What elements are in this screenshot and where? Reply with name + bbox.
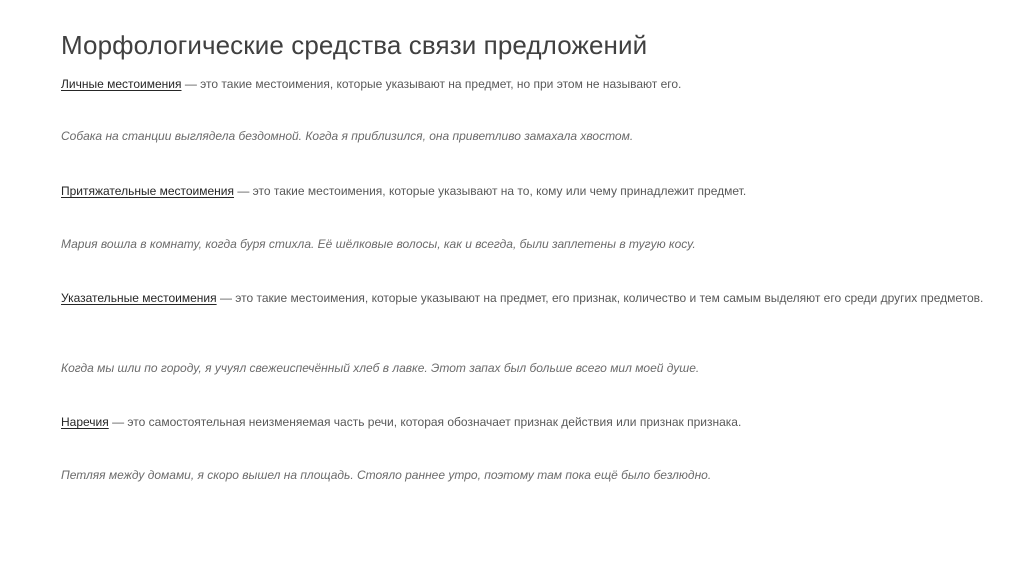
definition-text: — это такие местоимения, которые указывают на то, кому или чему принадлежит предмет. — [234, 184, 747, 198]
definition-adverbs — [61, 414, 991, 430]
example-adverbs: Петляя между домами, я скоро вышел на площадь. Стояло раннее утро, поэтому там пока ещё было безлюдно. — [61, 468, 712, 482]
term-demonstrative-pronouns: Указательные местоимения — [61, 291, 217, 305]
definition-text: — это самостоятельная неизменяемая часть речи, которая обозначает признак действия или признак признака. — [108, 415, 742, 429]
definition-text: — это такие местоимения, которые указывают на предмет, но при этом не называют его. — [181, 77, 682, 91]
term-personal-pronouns: Личные местоимения — [61, 77, 182, 91]
term-adverbs: Наречия — [61, 415, 109, 429]
term-possessive-pronouns: Притяжательные местоимения — [61, 184, 234, 198]
example-personal-pronouns: Собака на станции выглядела бездомной. Когда я приблизился, она приветливо замахала хвостом. — [61, 129, 634, 143]
definition-personal-pronouns — [61, 76, 991, 92]
example-possessive-pronouns: Мария вошла в комнату, когда буря стихла. Её шёлковые волосы, как и всегда, были заплетены в тугую косу. — [61, 237, 696, 251]
definition-text: — это такие местоимения, которые указывают на предмет, его признак, количество и тем самым выделяют его среди других предметов. — [216, 291, 984, 305]
definition-demonstrative-pronouns — [61, 290, 991, 306]
slide-title: Морфологические средства связи предложений — [61, 30, 648, 60]
example-demonstrative-pronouns: Когда мы шли по городу, я учуял свежеиспечённый хлеб в лавке. Этот запах был больше всего мил моей душе. — [61, 361, 700, 375]
definition-possessive-pronouns — [61, 183, 991, 199]
